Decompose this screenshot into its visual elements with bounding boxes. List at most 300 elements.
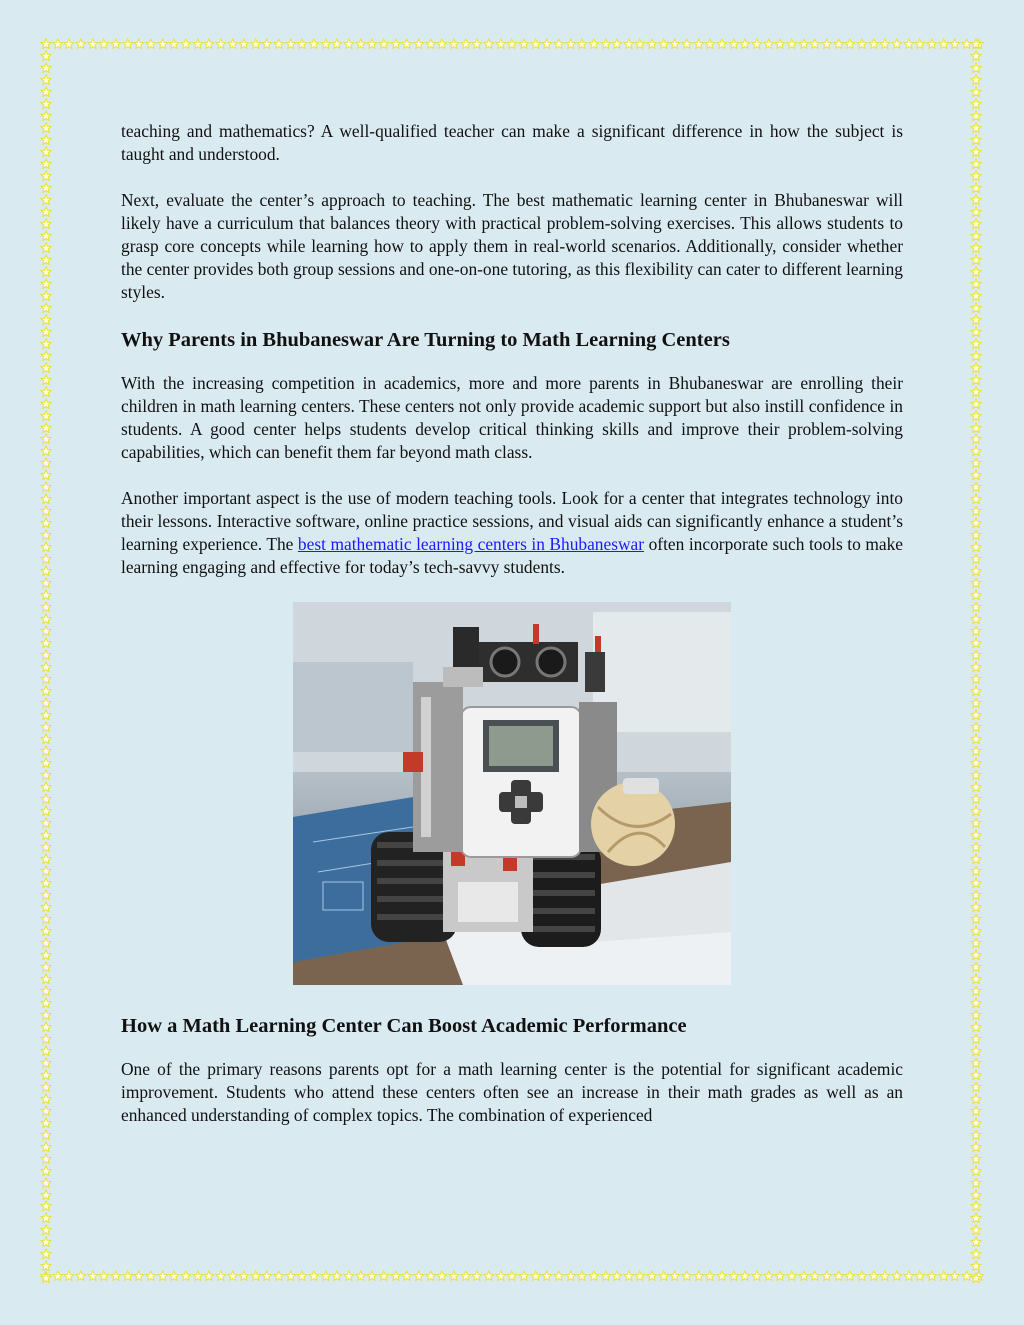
star-outline-icon <box>40 433 52 445</box>
star-border-top <box>40 38 984 52</box>
star-outline-icon <box>448 1270 460 1282</box>
star-outline-icon <box>970 254 982 266</box>
star-outline-icon <box>970 901 982 913</box>
star-outline-icon <box>320 38 332 50</box>
star-outline-icon <box>970 1189 982 1201</box>
star-outline-icon <box>273 1270 285 1282</box>
star-outline-icon <box>40 1045 52 1057</box>
star-outline-icon <box>483 38 495 50</box>
star-outline-icon <box>681 38 693 50</box>
star-outline-icon <box>343 38 355 50</box>
star-outline-icon <box>378 1270 390 1282</box>
star-outline-icon <box>798 1270 810 1282</box>
star-outline-icon <box>970 362 982 374</box>
star-outline-icon <box>40 278 52 290</box>
star-outline-icon <box>308 38 320 50</box>
star-outline-icon <box>970 1236 982 1248</box>
star-outline-icon <box>40 62 52 74</box>
star-outline-icon <box>844 1270 856 1282</box>
star-outline-icon <box>970 673 982 685</box>
star-outline-icon <box>192 38 204 50</box>
star-outline-icon <box>970 853 982 865</box>
star-outline-icon <box>320 1270 332 1282</box>
star-outline-icon <box>401 38 413 50</box>
star-outline-icon <box>355 38 367 50</box>
star-outline-icon <box>681 1270 693 1282</box>
star-outline-icon <box>751 38 763 50</box>
star-outline-icon <box>970 1009 982 1021</box>
star-outline-icon <box>970 50 982 62</box>
star-outline-icon <box>378 38 390 50</box>
star-outline-icon <box>970 1057 982 1069</box>
star-outline-icon <box>658 38 670 50</box>
star-outline-icon <box>483 1270 495 1282</box>
star-outline-icon <box>40 577 52 589</box>
star-outline-icon <box>40 985 52 997</box>
star-outline-icon <box>786 1270 798 1282</box>
star-outline-icon <box>40 949 52 961</box>
paragraph-competition: With the increasing competition in academics, more and more parents in Bhubaneswar are enrolling their children in math learning centers. These centers not only provide academic support but also instill confidence in students. A good center helps students develop critical thinking skills and improve their problem-solving capabilities, which can benefit them far beyond math class. <box>121 373 903 462</box>
star-outline-icon <box>40 493 52 505</box>
star-outline-icon <box>970 266 982 278</box>
star-outline-icon <box>366 1270 378 1282</box>
star-outline-icon <box>40 541 52 553</box>
star-outline-icon <box>658 1270 670 1282</box>
star-outline-icon <box>40 997 52 1009</box>
star-outline-icon <box>40 1224 52 1236</box>
star-outline-icon <box>970 1081 982 1093</box>
star-outline-icon <box>40 1165 52 1177</box>
star-outline-icon <box>168 1270 180 1282</box>
star-outline-icon <box>821 1270 833 1282</box>
robot-photo <box>293 602 731 985</box>
star-border-left <box>40 38 54 1284</box>
star-outline-icon <box>40 398 52 410</box>
star-outline-icon <box>970 925 982 937</box>
star-outline-icon <box>646 1270 658 1282</box>
star-outline-icon <box>763 38 775 50</box>
star-outline-icon <box>448 38 460 50</box>
star-outline-icon <box>40 445 52 457</box>
star-outline-icon <box>970 74 982 86</box>
star-outline-icon <box>728 38 740 50</box>
star-outline-icon <box>40 266 52 278</box>
star-outline-icon <box>40 1021 52 1033</box>
star-outline-icon <box>970 505 982 517</box>
star-outline-icon <box>52 1270 64 1282</box>
star-outline-icon <box>40 589 52 601</box>
star-outline-icon <box>87 1270 99 1282</box>
star-outline-icon <box>63 38 75 50</box>
star-outline-icon <box>970 745 982 757</box>
star-outline-icon <box>646 38 658 50</box>
star-outline-icon <box>809 38 821 50</box>
star-outline-icon <box>970 278 982 290</box>
star-outline-icon <box>40 1093 52 1105</box>
star-outline-icon <box>40 613 52 625</box>
star-outline-icon <box>970 685 982 697</box>
paragraph-continuation: teaching and mathematics? A well-qualified teacher can make a significant difference in how the subject is taught and understood. <box>121 121 903 164</box>
star-outline-icon <box>506 1270 518 1282</box>
star-outline-icon <box>970 661 982 673</box>
star-outline-icon <box>844 38 856 50</box>
star-outline-icon <box>40 661 52 673</box>
star-outline-icon <box>949 1270 961 1282</box>
star-outline-icon <box>192 1270 204 1282</box>
star-outline-icon <box>40 158 52 170</box>
star-outline-icon <box>425 1270 437 1282</box>
star-outline-icon <box>40 350 52 362</box>
star-outline-icon <box>250 1270 262 1282</box>
star-outline-icon <box>970 1224 982 1236</box>
star-outline-icon <box>133 1270 145 1282</box>
star-outline-icon <box>203 38 215 50</box>
star-outline-icon <box>856 38 868 50</box>
star-outline-icon <box>40 38 52 50</box>
star-outline-icon <box>40 194 52 206</box>
star-outline-icon <box>634 1270 646 1282</box>
star-outline-icon <box>495 38 507 50</box>
star-outline-icon <box>40 38 52 50</box>
star-outline-icon <box>145 1270 157 1282</box>
star-outline-icon <box>530 1270 542 1282</box>
star-outline-icon <box>518 1270 530 1282</box>
star-outline-icon <box>970 733 982 745</box>
star-outline-icon <box>763 1270 775 1282</box>
star-outline-icon <box>40 254 52 266</box>
star-outline-icon <box>40 1236 52 1248</box>
star-outline-icon <box>40 302 52 314</box>
star-outline-icon <box>926 38 938 50</box>
star-outline-icon <box>40 961 52 973</box>
star-outline-icon <box>273 38 285 50</box>
star-outline-icon <box>40 1177 52 1189</box>
star-outline-icon <box>40 457 52 469</box>
star-outline-icon <box>296 38 308 50</box>
star-outline-icon <box>970 290 982 302</box>
star-outline-icon <box>970 1141 982 1153</box>
star-outline-icon <box>40 745 52 757</box>
star-outline-icon <box>973 38 985 50</box>
star-outline-icon <box>203 1270 215 1282</box>
star-outline-icon <box>970 230 982 242</box>
star-outline-icon <box>970 350 982 362</box>
star-outline-icon <box>891 1270 903 1282</box>
star-outline-icon <box>903 38 915 50</box>
star-outline-icon <box>774 38 786 50</box>
star-outline-icon <box>390 1270 402 1282</box>
star-outline-icon <box>40 937 52 949</box>
star-outline-icon <box>970 1260 982 1272</box>
star-outline-icon <box>970 433 982 445</box>
star-outline-icon <box>970 805 982 817</box>
star-outline-icon <box>40 326 52 338</box>
star-outline-icon <box>331 38 343 50</box>
star-outline-icon <box>471 1270 483 1282</box>
star-outline-icon <box>553 38 565 50</box>
star-outline-icon <box>868 1270 880 1282</box>
star-outline-icon <box>611 38 623 50</box>
star-outline-icon <box>157 1270 169 1282</box>
star-outline-icon <box>250 38 262 50</box>
star-outline-icon <box>40 1033 52 1045</box>
best-math-centers-link[interactable]: best mathematic learning centers in Bhubaneswar <box>297 534 645 554</box>
star-outline-icon <box>879 38 891 50</box>
star-outline-icon <box>110 1270 122 1282</box>
star-outline-icon <box>970 374 982 386</box>
star-outline-icon <box>133 38 145 50</box>
star-outline-icon <box>970 757 982 769</box>
star-outline-icon <box>180 1270 192 1282</box>
star-outline-icon <box>565 38 577 50</box>
star-outline-icon <box>821 38 833 50</box>
star-outline-icon <box>40 697 52 709</box>
star-outline-icon <box>460 38 472 50</box>
star-outline-icon <box>970 709 982 721</box>
star-outline-icon <box>40 230 52 242</box>
star-outline-icon <box>970 541 982 553</box>
star-outline-icon <box>530 38 542 50</box>
star-outline-icon <box>970 1272 982 1284</box>
star-outline-icon <box>970 314 982 326</box>
star-outline-icon <box>261 38 273 50</box>
star-outline-icon <box>970 841 982 853</box>
star-outline-icon <box>40 1248 52 1260</box>
star-outline-icon <box>471 38 483 50</box>
star-outline-icon <box>576 1270 588 1282</box>
star-outline-icon <box>970 134 982 146</box>
star-outline-icon <box>970 1177 982 1189</box>
star-outline-icon <box>285 1270 297 1282</box>
star-outline-icon <box>970 997 982 1009</box>
star-outline-icon <box>704 38 716 50</box>
star-outline-icon <box>40 410 52 422</box>
star-outline-icon <box>961 1270 973 1282</box>
star-outline-icon <box>739 1270 751 1282</box>
star-outline-icon <box>786 38 798 50</box>
star-outline-icon <box>308 1270 320 1282</box>
star-outline-icon <box>40 877 52 889</box>
star-outline-icon <box>40 422 52 434</box>
star-outline-icon <box>40 1270 52 1282</box>
star-outline-icon <box>970 529 982 541</box>
star-outline-icon <box>970 398 982 410</box>
star-outline-icon <box>40 469 52 481</box>
paragraph-academic-improvement: One of the primary reasons parents opt for a math learning center is the potential for significant academic improvement. Students who attend these centers often see an increase in their math grades as well as an enhanced understanding of complex topics. The combination of experienced <box>121 1059 903 1125</box>
star-outline-icon <box>63 1270 75 1282</box>
star-outline-icon <box>40 1117 52 1129</box>
star-outline-icon <box>970 781 982 793</box>
star-outline-icon <box>40 889 52 901</box>
robot-illustration <box>293 602 731 985</box>
star-outline-icon <box>634 38 646 50</box>
star-outline-icon <box>970 1129 982 1141</box>
figure-container <box>121 602 903 985</box>
star-outline-icon <box>970 469 982 481</box>
paragraph-teaching-approach: Next, evaluate the center’s approach to teaching. The best mathematic learning center in Bhubaneswar will likely have a curriculum that balances theory with practical problem-solving exercises. This allows students to grasp core concepts while learning how to apply them in real-world scenarios. Additionally, consider whether the center provides both group sessions and one-on-one tutoring, as this flexibility can cater to different learning styles. <box>121 190 903 302</box>
star-outline-icon <box>970 625 982 637</box>
star-outline-icon <box>40 338 52 350</box>
star-outline-icon <box>970 481 982 493</box>
star-outline-icon <box>693 38 705 50</box>
star-outline-icon <box>856 1270 868 1282</box>
star-outline-icon <box>970 122 982 134</box>
star-outline-icon <box>40 386 52 398</box>
star-outline-icon <box>40 314 52 326</box>
star-outline-icon <box>215 38 227 50</box>
document-body <box>121 120 903 1150</box>
star-outline-icon <box>40 98 52 110</box>
star-outline-icon <box>970 613 982 625</box>
star-outline-icon <box>110 38 122 50</box>
star-outline-icon <box>970 1200 982 1212</box>
star-outline-icon <box>40 709 52 721</box>
star-outline-icon <box>40 206 52 218</box>
star-outline-icon <box>611 1270 623 1282</box>
star-outline-icon <box>145 38 157 50</box>
star-outline-icon <box>40 146 52 158</box>
star-outline-icon <box>970 865 982 877</box>
star-outline-icon <box>623 1270 635 1282</box>
star-outline-icon <box>970 973 982 985</box>
star-outline-icon <box>40 565 52 577</box>
star-outline-icon <box>973 1270 985 1282</box>
star-outline-icon <box>238 1270 250 1282</box>
star-outline-icon <box>970 637 982 649</box>
star-outline-icon <box>751 1270 763 1282</box>
star-outline-icon <box>970 1033 982 1045</box>
star-outline-icon <box>40 829 52 841</box>
star-outline-icon <box>970 62 982 74</box>
star-outline-icon <box>970 517 982 529</box>
star-outline-icon <box>541 1270 553 1282</box>
star-outline-icon <box>970 949 982 961</box>
star-outline-icon <box>285 38 297 50</box>
star-outline-icon <box>40 1272 52 1284</box>
star-outline-icon <box>970 445 982 457</box>
star-outline-icon <box>970 769 982 781</box>
star-outline-icon <box>331 1270 343 1282</box>
star-outline-icon <box>40 134 52 146</box>
star-outline-icon <box>970 817 982 829</box>
star-outline-icon <box>40 242 52 254</box>
star-outline-icon <box>40 805 52 817</box>
star-outline-icon <box>413 38 425 50</box>
star-border-bottom <box>40 1270 984 1284</box>
star-outline-icon <box>798 38 810 50</box>
star-border-right <box>970 38 984 1284</box>
star-outline-icon <box>970 937 982 949</box>
star-outline-icon <box>40 553 52 565</box>
star-outline-icon <box>40 110 52 122</box>
star-outline-icon <box>565 1270 577 1282</box>
star-outline-icon <box>40 1129 52 1141</box>
star-outline-icon <box>180 38 192 50</box>
section-heading-boost-performance: How a Math Learning Center Can Boost Academic Performance <box>121 1015 687 1037</box>
star-outline-icon <box>541 38 553 50</box>
star-outline-icon <box>774 1270 786 1282</box>
star-outline-icon <box>40 1009 52 1021</box>
star-outline-icon <box>40 1260 52 1272</box>
star-outline-icon <box>40 218 52 230</box>
star-outline-icon <box>809 1270 821 1282</box>
star-outline-icon <box>40 637 52 649</box>
star-outline-icon <box>970 1212 982 1224</box>
star-outline-icon <box>40 865 52 877</box>
star-outline-icon <box>970 961 982 973</box>
star-outline-icon <box>40 481 52 493</box>
star-outline-icon <box>914 38 926 50</box>
star-outline-icon <box>970 793 982 805</box>
star-outline-icon <box>970 422 982 434</box>
star-outline-icon <box>227 38 239 50</box>
star-outline-icon <box>40 50 52 62</box>
star-outline-icon <box>600 38 612 50</box>
star-outline-icon <box>40 505 52 517</box>
star-outline-icon <box>588 38 600 50</box>
star-outline-icon <box>970 601 982 613</box>
star-outline-icon <box>40 685 52 697</box>
star-outline-icon <box>40 757 52 769</box>
star-outline-icon <box>970 326 982 338</box>
star-outline-icon <box>425 38 437 50</box>
star-outline-icon <box>40 170 52 182</box>
star-outline-icon <box>40 1153 52 1165</box>
star-outline-icon <box>436 1270 448 1282</box>
star-outline-icon <box>970 302 982 314</box>
star-outline-icon <box>40 74 52 86</box>
star-outline-icon <box>914 1270 926 1282</box>
star-outline-icon <box>926 1270 938 1282</box>
star-outline-icon <box>87 38 99 50</box>
star-outline-icon <box>970 697 982 709</box>
star-outline-icon <box>40 673 52 685</box>
star-outline-icon <box>833 1270 845 1282</box>
star-outline-icon <box>970 589 982 601</box>
star-outline-icon <box>40 290 52 302</box>
star-outline-icon <box>215 1270 227 1282</box>
star-outline-icon <box>40 901 52 913</box>
star-outline-icon <box>40 529 52 541</box>
star-outline-icon <box>903 1270 915 1282</box>
star-outline-icon <box>40 913 52 925</box>
star-outline-icon <box>40 1141 52 1153</box>
star-outline-icon <box>40 793 52 805</box>
star-outline-icon <box>460 1270 472 1282</box>
star-outline-icon <box>98 38 110 50</box>
star-outline-icon <box>938 38 950 50</box>
paragraph-teaching-tools <box>121 487 903 579</box>
paragraph-text-before-link: Another important aspect is the use of modern teaching tools. Look for a center that integrates technology into their lessons. Interactive software, online practice sessions, and visual aids can significantly enhance a student’s learning experience. The <box>121 488 903 554</box>
star-outline-icon <box>98 1270 110 1282</box>
paragraph-text-after-link: often incorporate such tools to make learning engaging and effective for today’s tech-savvy students. <box>121 534 903 577</box>
star-outline-icon <box>40 1081 52 1093</box>
section-heading-why-parents: Why Parents in Bhubaneswar Are Turning to Math Learning Centers <box>121 329 730 351</box>
star-outline-icon <box>40 517 52 529</box>
star-outline-icon <box>739 38 751 50</box>
star-outline-icon <box>693 1270 705 1282</box>
star-outline-icon <box>40 649 52 661</box>
star-outline-icon <box>970 338 982 350</box>
star-outline-icon <box>970 194 982 206</box>
star-outline-icon <box>891 38 903 50</box>
star-outline-icon <box>518 38 530 50</box>
star-outline-icon <box>970 985 982 997</box>
star-outline-icon <box>261 1270 273 1282</box>
star-outline-icon <box>833 38 845 50</box>
star-outline-icon <box>588 1270 600 1282</box>
star-outline-icon <box>970 182 982 194</box>
